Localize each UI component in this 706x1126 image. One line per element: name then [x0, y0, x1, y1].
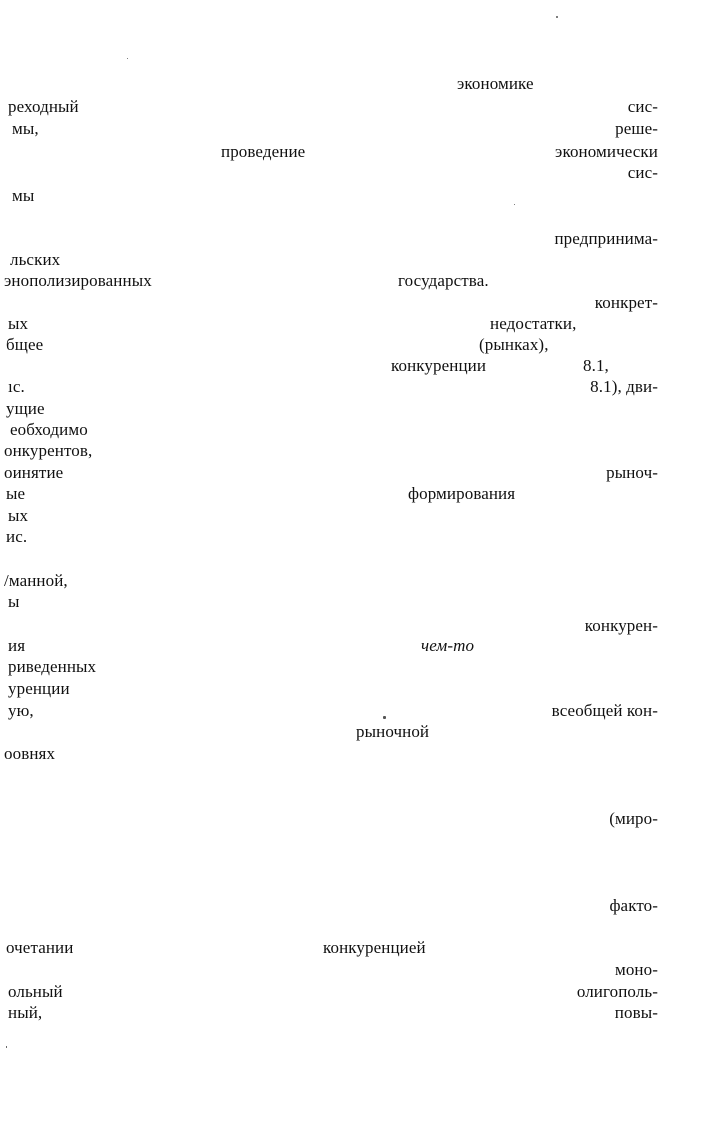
- text-fragment: 8.1,: [583, 356, 609, 375]
- text-fragment: 8.1), дви-: [590, 377, 658, 396]
- text-fragment: сис-: [627, 97, 658, 116]
- scan-speck: [514, 204, 515, 205]
- text-fragment: онкурентов,: [4, 441, 93, 460]
- text-fragment: предпринима-: [554, 229, 658, 248]
- text-fragment: очетании: [6, 938, 74, 957]
- text-fragment: сис-: [627, 163, 658, 182]
- text-fragment: мы: [12, 186, 35, 205]
- text-fragment: конкуренции: [391, 356, 487, 375]
- text-fragment: олигополь-: [576, 982, 658, 1001]
- scan-speck: [127, 58, 128, 59]
- text-fragment: конкрет-: [594, 293, 658, 312]
- text-fragment: экономике: [457, 74, 534, 93]
- text-fragment: ую,: [8, 701, 34, 720]
- text-fragment: оовнях: [4, 744, 56, 763]
- text-fragment: льских: [10, 250, 61, 269]
- text-fragment: ы: [8, 592, 20, 611]
- text-fragment: мы,: [12, 119, 39, 138]
- text-fragment: /манной,: [4, 571, 68, 590]
- text-fragment: конкурен-: [584, 616, 658, 635]
- text-fragment: всеобщей кон-: [551, 701, 658, 720]
- text-fragment: проведение: [221, 142, 306, 161]
- scan-speck: [6, 1046, 7, 1048]
- text-fragment: государства.: [398, 271, 489, 290]
- text-fragment: рыночной: [356, 722, 430, 741]
- text-fragment: ущие: [6, 399, 45, 418]
- text-fragment: формирования: [408, 484, 516, 503]
- text-fragment: ный,: [8, 1003, 43, 1022]
- text-fragment: реходный: [8, 97, 79, 116]
- text-fragment: риведенных: [8, 657, 97, 676]
- text-fragment: ые: [6, 484, 26, 503]
- text-fragment: факто-: [609, 896, 658, 915]
- text-fragment: бщее: [6, 335, 44, 354]
- text-fragment: ольный: [8, 982, 63, 1001]
- text-fragment: недостатки,: [490, 314, 577, 333]
- text-fragment: ых: [8, 314, 29, 333]
- scan-speck: [556, 16, 558, 18]
- text-fragment: уренции: [8, 679, 70, 698]
- text-fragment: ис.: [6, 527, 28, 546]
- text-fragment: повы-: [614, 1003, 658, 1022]
- text-fragment: оинятие: [4, 463, 64, 482]
- text-fragment: экономически: [555, 142, 658, 161]
- text-fragment: ия: [8, 636, 26, 655]
- text-fragment: моно-: [614, 960, 658, 979]
- text-fragment: (рынках),: [479, 335, 549, 354]
- text-fragment: (миро-: [609, 809, 658, 828]
- text-fragment: реше-: [615, 119, 658, 138]
- text-fragment: чем-то: [421, 636, 475, 655]
- text-fragment: конкуренцией: [323, 938, 426, 957]
- text-fragment: еобходимо: [10, 420, 88, 439]
- text-fragment: ых: [8, 506, 29, 525]
- text-fragment: энополизированных: [4, 271, 152, 290]
- text-fragment: рыноч-: [606, 463, 658, 482]
- text-fragment: ıс.: [8, 377, 25, 396]
- scan-speck: [383, 716, 386, 719]
